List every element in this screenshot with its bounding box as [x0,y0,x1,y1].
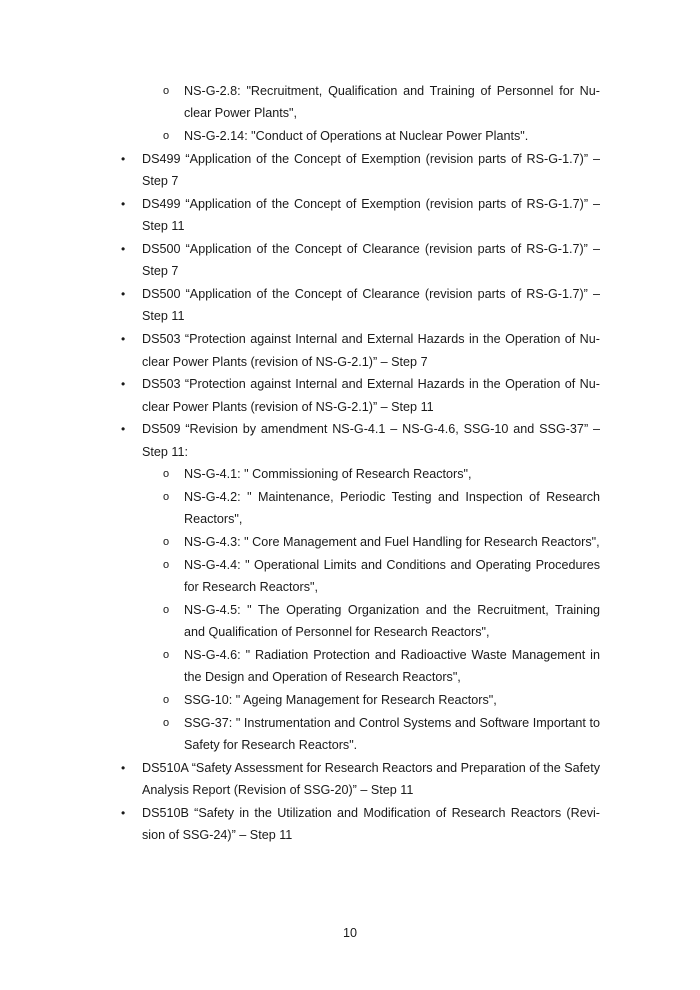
list-item [163,712,600,757]
list-item [163,599,600,644]
list-item-text: DS510A “Safety Assessment for Research Reactors and Preparation of the Safety Analysis Report (Revision of SSG-20)” – Step 11 [142,760,600,798]
bullet-icon: • [121,287,126,302]
list-item [163,80,600,125]
list-item-text: NS-G-4.5: " The Operating Organization and the Recruitment, Training and Qualification of Personnel for Research Reactors", [184,602,600,640]
bullet-icon: • [121,151,126,166]
list-item [121,373,600,418]
circle-bullet-icon: o [163,468,170,481]
list-item-text: NS-G-4.1: " Commissioning of Research Reactors", [184,467,472,482]
circle-bullet-icon: o [163,558,170,571]
bullet-icon: • [121,242,126,257]
bullet-icon: • [121,760,126,775]
circle-bullet-icon: o [163,694,170,707]
list-item-text: DS503 “Protection against Internal and External Hazards in the Operation of Nuclear Power Plants (revision of NS-G-2.1)” – Step 11 [142,377,600,414]
list-item [163,486,600,531]
top-sub-list [0,80,700,147]
list-item-text: NS-G-4.4: " Operational Limits and Conditions and Operating Procedures for Research Reactors", [184,557,600,595]
list-item-text: DS500 “Application of the Concept of Clearance (revision parts of RS-G-1.7)” – Step 11 [142,287,600,324]
bullet-icon: • [121,422,126,437]
bullet-icon: • [121,332,126,347]
list-item [121,238,600,283]
circle-bullet-icon: o [163,716,170,729]
list-item-text: DS499 “Application of the Concept of Exemption (revision parts of RS-G-1.7)” – Step 11 [142,196,600,234]
bullet-icon: • [121,377,126,392]
list-item [121,148,600,193]
list-item [121,418,600,756]
list-item [121,757,600,802]
list-item [121,802,600,847]
list-item [163,554,600,599]
main-list [0,148,700,847]
list-item-text: NS-G-4.3: " Core Management and Fuel Handling for Research Reactors", [184,534,600,549]
bullet-icon: • [121,196,126,211]
page-number: 10 [342,926,357,940]
list-item-text: NS-G-4.6: " Radiation Protection and Radioactive Waste Management in the Design and Operation of Research Reactors", [184,647,600,685]
list-item-text: DS500 “Application of the Concept of Clearance (revision parts of RS-G-1.7)” – Step 7 [142,242,600,279]
list-item-text: SSG-37: " Instrumentation and Control Systems and Software Important to Safety for Research Reactors". [184,715,600,753]
list-item-text: NS-G-2.8: "Recruitment, Qualification and Training of Personnel for Nuclear Power Plants", [184,84,600,121]
list-item [163,463,600,485]
list-item [121,193,600,238]
list-item-text: SSG-10: " Ageing Management for Research Reactors", [184,693,497,708]
ds509-sub-list [142,463,600,756]
circle-bullet-icon: o [163,490,170,503]
document-page [0,80,700,847]
list-item-text: NS-G-4.2: " Maintenance, Periodic Testing and Inspection of Research Reactors", [184,489,600,527]
circle-bullet-icon: o [163,535,170,548]
list-item-text: NS-G-2.14: "Conduct of Operations at Nuclear Power Plants". [184,129,529,144]
list-item [121,328,600,373]
list-item-text: DS509 “Revision by amendment NS-G-4.1 – NS-G-4.6, SSG-10 and SSG-37” – Step 11: [142,422,600,459]
circle-bullet-icon: o [163,130,170,143]
circle-bullet-icon: o [163,85,170,97]
list-item-text: DS503 “Protection against Internal and External Hazards in the Operation of Nuclear Power Plants (revision of NS-G-2.1)” – Step 7 [142,332,600,369]
list-item-text: DS510B “Safety in the Utilization and Modification of Research Reactors (Revision of SSG-24)” – Step 11 [142,806,600,843]
circle-bullet-icon: o [163,648,170,661]
bullet-icon: • [121,806,126,820]
list-item [163,125,600,147]
list-item [121,283,600,328]
list-item [163,689,600,711]
list-item [163,644,600,689]
circle-bullet-icon: o [163,603,170,616]
list-item-text: DS499 “Application of the Concept of Exemption (revision parts of RS-G-1.7)” – Step 7 [142,151,600,189]
list-item [163,531,600,553]
